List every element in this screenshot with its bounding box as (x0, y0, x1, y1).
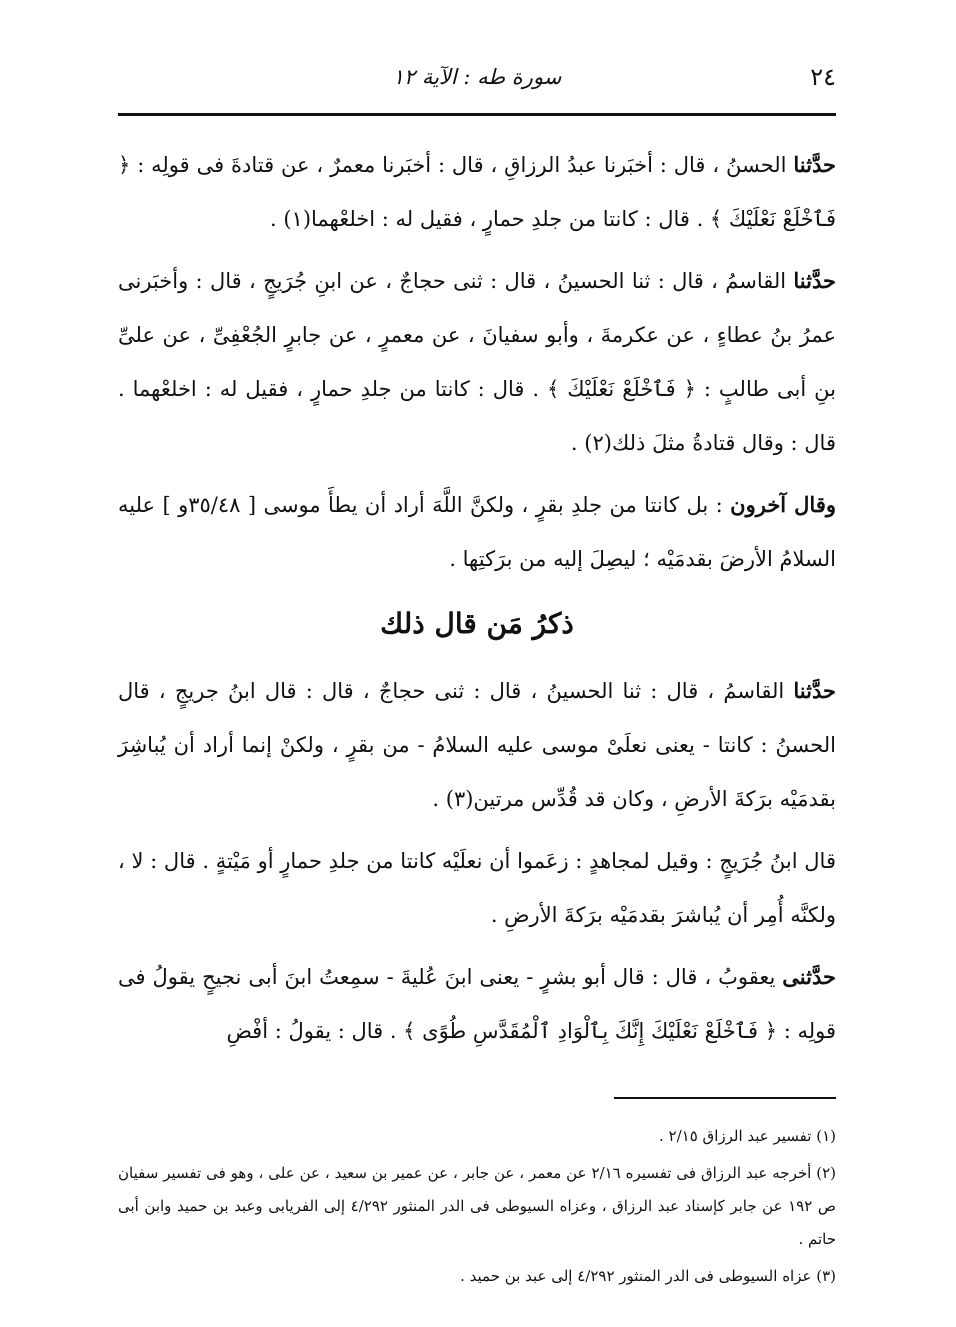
footnote: (٢) أخرجه عبد الرزاق فى تفسيره ٢/١٦ عن معمر ، عن جابر ، عن عمير بن سعيد ، عن على ، وهو فى تفسير سفيان ص ١٩٢ عن جابر كإسناد عبد الرزاق ، وعزاه السيوطى فى الدر المنثور ٤/٢٩٢ إلى الفريابى وعبد بن حميد وابن أبى حاتم . (118, 1164, 836, 1248)
page-number: ٢٤ (810, 63, 836, 91)
paragraph-text: الحسنُ ، قال : أخبَرنا عبدُ الرزاقِ ، قال : أخبَرنا معمرٌ ، عن قتادةَ فى قولِه : ﴿ فَٱخْلَعْ نَعْلَيْكَ ﴾ . قال : كانتا من جلدِ حمارٍ ، فقيل له : اخلعْهما(١) . (118, 153, 836, 231)
paragraph (118, 950, 836, 1058)
paragraph-lead: حدَّثنا (793, 268, 836, 293)
paragraph (118, 834, 836, 942)
paragraph (118, 138, 836, 246)
paragraph-text: القاسمُ ، قال : ثنا الحسينُ ، قال : ثنى حجاجٌ ، قال : قال ابنُ جريجٍ ، قال الحسنُ : كانتا - يعنى نعلَىْ موسى عليه السلامُ - من بقرٍ ، ولكنْ إنما أراد أن يُباشِرَ بقدمَيْه برَكةَ الأرضِ ، وكان قد قُدِّس مرتين(٣) . (118, 679, 836, 811)
paragraph-text: القاسمُ ، قال : ثنا الحسينُ ، قال : ثنى حجاجٌ ، عن ابنِ جُرَيجٍ ، قال : وأخبَرنى عمرُ بنُ عطاءٍ ، عن عكرمةَ ، وأبو سفيانَ ، عن معمرٍ ، عن جابرٍ الجُعْفِىِّ ، عن علىِّ بنِ أبى طالبٍ : ﴿ فَٱخْلَعْ نَعْلَيْكَ ﴾ . قال : كانتا من جلدِ حمارٍ ، فقيل له : اخلعْهما . قال : وقال قتادةُ مثلَ ذلك(٢) . (118, 269, 836, 455)
paragraph (118, 664, 836, 826)
paragraph-lead: حدَّثنا (793, 678, 836, 703)
running-title: سورة طه : الآية ١٢ (392, 65, 562, 89)
paragraph-text: يعقوبُ ، قال : قال أبو بشرٍ - يعنى ابنَ عُليةَ - سمِعتُ ابنَ أبى نجيحٍ يقولُ فى قولِه : ﴿ فَٱخْلَعْ نَعْلَيْكَ إِنَّكَ بِٱلْوَادِ ٱلْمُقَدَّسِ طُوًى ﴾ . قال : يقولُ : أفْضِ (118, 965, 836, 1043)
footnote-rule (614, 1097, 836, 1099)
paragraph-text: : بل كانتا من جلدِ بقرٍ ، ولكنَّ اللَّهَ أراد أن يطأَ موسى [ ٣٥/٤٨و ] عليه السلامُ الأرضَ بقدمَيْه ؛ ليصِلَ إليه من برَكتِها . (118, 493, 836, 571)
paragraph (118, 254, 836, 470)
footnote: (١) تفسير عبد الرزاق ٢/١٥ . (659, 1127, 836, 1145)
main-text (118, 138, 836, 1066)
paragraph-lead: حدَّثنى (782, 964, 836, 989)
page-header (118, 62, 836, 96)
section-title: ذكرُ مَن قال ذلك (380, 607, 574, 640)
paragraph-text: قال ابنُ جُرَيجٍ : وقيل لمجاهدٍ : زعَموا أن نعلَيْه كانتا من جلدِ حمارٍ أو مَيْتةٍ . قال : لا ، ولكنَّه أُمِر أن يُباشرَ بقدمَيْه برَكةَ الأرضِ . (118, 849, 836, 927)
paragraph (118, 478, 836, 586)
header-rule (118, 113, 836, 116)
paragraph-lead: حدَّثنا (793, 152, 836, 177)
footnote: (٣) عزاه السيوطى فى الدر المنثور ٤/٢٩٢ إلى عبد بن حميد . (460, 1267, 836, 1285)
paragraph-lead: وقال آخرون (730, 492, 837, 517)
footnotes (118, 1120, 836, 1297)
